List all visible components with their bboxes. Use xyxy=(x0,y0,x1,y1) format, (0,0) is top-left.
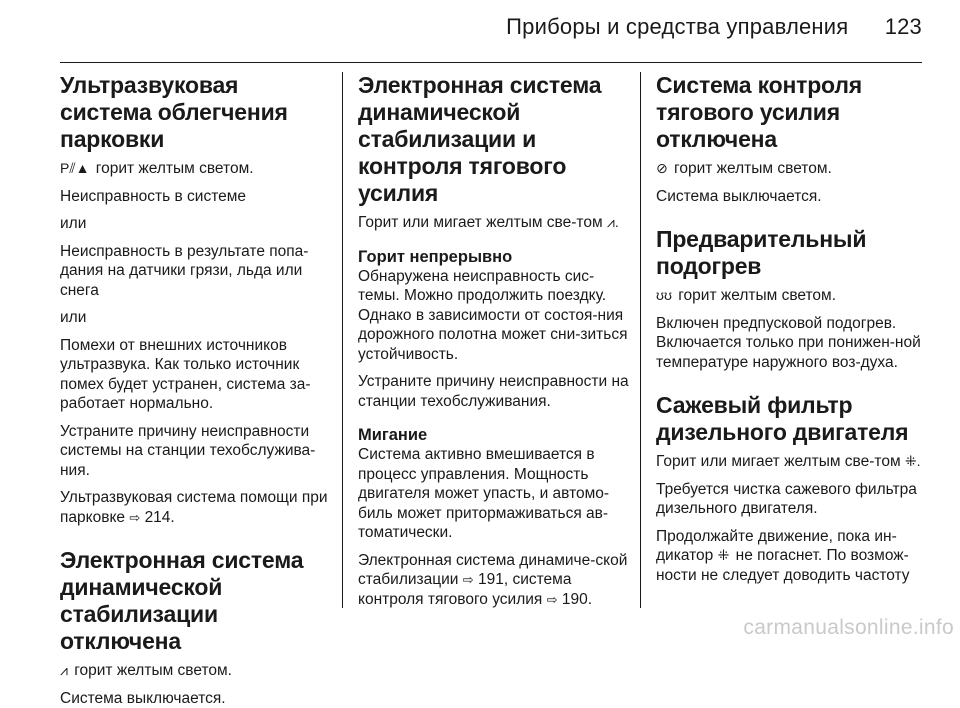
section-heading-diesel-filter: Сажевый фильтр дизельного двигателя xyxy=(656,392,928,446)
text: не погаснет. По возмож-ности не следует доводить частоту xyxy=(656,547,910,584)
column-3 xyxy=(656,72,928,624)
page-title: Приборы и средства управления xyxy=(506,14,848,39)
text: Ультразвуковая система помощи при парковке xyxy=(60,489,328,526)
page-reference-link[interactable]: 214. xyxy=(145,509,175,526)
column-2 xyxy=(358,72,630,624)
subheading-flashing: Мигание xyxy=(358,425,630,445)
paragraph: Помехи от внешних источников ультразвука. Как только источник помех будет устранен, система за-работает нормально. xyxy=(60,336,332,414)
cross-reference-arrow-icon: ⇨ xyxy=(547,592,558,607)
column-divider-2 xyxy=(640,72,641,608)
paragraph xyxy=(656,452,928,472)
text: горит желтым светом. xyxy=(674,160,832,177)
paragraph: Неисправность в системе xyxy=(60,187,332,207)
paragraph xyxy=(60,488,332,527)
page-reference-link[interactable]: 190. xyxy=(562,591,592,608)
text: горит желтым светом. xyxy=(74,662,232,679)
text: Продолжайте движение, пока ин-дикатор xyxy=(656,528,897,565)
section-heading-tc-off: Система контроля тягового усилия отключена xyxy=(656,72,928,153)
paragraph: Система выключается. xyxy=(60,689,332,708)
paragraph: Обнаружена неисправность сис-темы. Можно продолжить поездку. Однако в зависимости от состоя-ния дорожного полотна может сни-зиться устойчивость. xyxy=(358,267,630,365)
section-heading-esp-off: Электронная система динамической стабилизации отключена xyxy=(60,547,332,655)
paragraph xyxy=(656,527,928,586)
section-heading-preheat: Предварительный подогрев xyxy=(656,226,928,280)
paragraph xyxy=(358,213,630,233)
section-heading-esp-tc: Электронная система динамической стабилизации и контроля тягового усилия xyxy=(358,72,630,207)
text: Горит или мигает желтым све-том xyxy=(358,214,603,231)
paragraph: Включен предпусковой подогрев. Включается только при понижен-ной температуре наружного воз-духа. xyxy=(656,314,928,373)
column-1 xyxy=(60,72,332,624)
text: горит желтым светом. xyxy=(678,287,836,304)
traction-control-off-icon: ⊘ xyxy=(656,159,668,179)
paragraph xyxy=(656,159,928,179)
esp-icon: ⩘. xyxy=(607,213,619,233)
paragraph: или xyxy=(60,214,332,234)
glow-plug-icon: ʊʊ xyxy=(656,286,672,306)
watermark: carmanualsonline.info xyxy=(743,616,954,640)
cross-reference-arrow-icon: ⇨ xyxy=(463,572,474,587)
paragraph: Устраните причину неисправности на станции техобслуживания. xyxy=(358,372,630,411)
paragraph: Система выключается. xyxy=(656,187,928,207)
diesel-particulate-filter-icon: ⁜ xyxy=(718,546,730,566)
paragraph xyxy=(60,159,332,179)
paragraph xyxy=(358,551,630,610)
text: горит желтым светом. xyxy=(96,160,254,177)
paragraph: или xyxy=(60,308,332,328)
cross-reference-arrow-icon: ⇨ xyxy=(129,510,140,525)
paragraph: Устраните причину неисправности системы на станции техобслужива-ния. xyxy=(60,422,332,481)
paragraph: Неисправность в результате попа-дания на датчики грязи, льда или снега xyxy=(60,242,332,301)
parking-assist-icon: P⫽▲ xyxy=(60,159,89,179)
paragraph xyxy=(656,286,928,306)
column-divider-1 xyxy=(342,72,343,608)
page-reference-link[interactable]: 191, система контроля тягового усилия xyxy=(358,571,571,608)
paragraph: Требуется чистка сажевого фильтра дизельного двигателя. xyxy=(656,480,928,519)
page-number: 123 xyxy=(885,14,922,39)
text: Электронная система динамиче-ской стабилизации xyxy=(358,552,627,589)
subheading-steady: Горит непрерывно xyxy=(358,247,630,267)
section-heading-parking-assist: Ультразвуковая система облегчения парковки xyxy=(60,72,332,153)
esp-off-icon: ⩘ xyxy=(60,661,68,681)
text: Горит или мигает желтым све-том xyxy=(656,453,901,470)
paragraph xyxy=(60,661,332,681)
paragraph: Система активно вмешивается в процесс управления. Мощность двигателя может упасть, и автомо-биль может притормаживаться ав-томатически. xyxy=(358,445,630,543)
page-header xyxy=(506,14,922,40)
header-divider xyxy=(60,62,922,63)
diesel-particulate-filter-icon: ⁜. xyxy=(905,452,921,472)
